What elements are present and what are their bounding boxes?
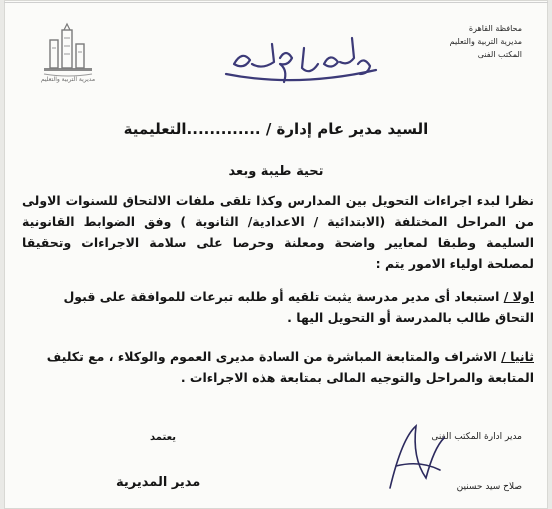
logo-caption: مديرية التربية والتعليم [40,76,96,83]
technical-office-name: صلاح سيد حسنين [456,482,522,492]
item-1-text: استبعاد أى مدير مدرسة يثبت تلقيه أو طلبه تبرعات للموافقة على قبول التحاق طالب بالمدرسة أو التحويل اليها . [63,289,534,325]
handwritten-note [216,34,386,92]
letterhead [412,22,522,61]
greeting-line: تحية طيبة وبعد [228,164,324,179]
directive-item-2 [22,346,534,388]
item-1-label: اولا / [503,289,534,304]
technical-office-title: مدير ادارة المكتب الفنى [431,432,522,442]
addressee-line: السيد مدير عام إدارة / .............التعليمية [123,120,429,138]
approval-label: يعتمد [150,432,176,443]
top-border [4,2,548,3]
item-2-label: ثانيا / [501,349,534,364]
intro-paragraph: نظرا لبدء اجراءات التحويل بين المدارس وكذا تلقى ملفات الالتحاق للسنوات الاولى من المراحل المختلفة (الابتدائية / الاعدادية/ الثانوية ) وفق الضوابط القانونية السليمة وطبقا لمعايير واضحة ومعلنة وحرصا على سلامة الاجراءات وتحقيقا لمصلحة اولياء الامور يتم : [22,193,534,271]
handwritten-signature [382,418,452,498]
item-2-text: الاشراف والمتابعة المباشرة من السادة مديرى العموم والوكلاء ، مع تكليف المتابعة والمراحل والتوجيه المالى بمتابعة هذه الاجراءات . [46,349,534,385]
office-line: المكتب الفنى [477,50,522,59]
directorate-line: مديرية التربية والتعليم [449,37,522,46]
governorate-line: محافظة القاهرة [468,24,522,33]
ministry-logo-icon [42,22,94,80]
letter-page [4,0,548,509]
directorate-head-title: مدير المديرية [116,475,201,490]
directive-item-1 [22,286,534,328]
